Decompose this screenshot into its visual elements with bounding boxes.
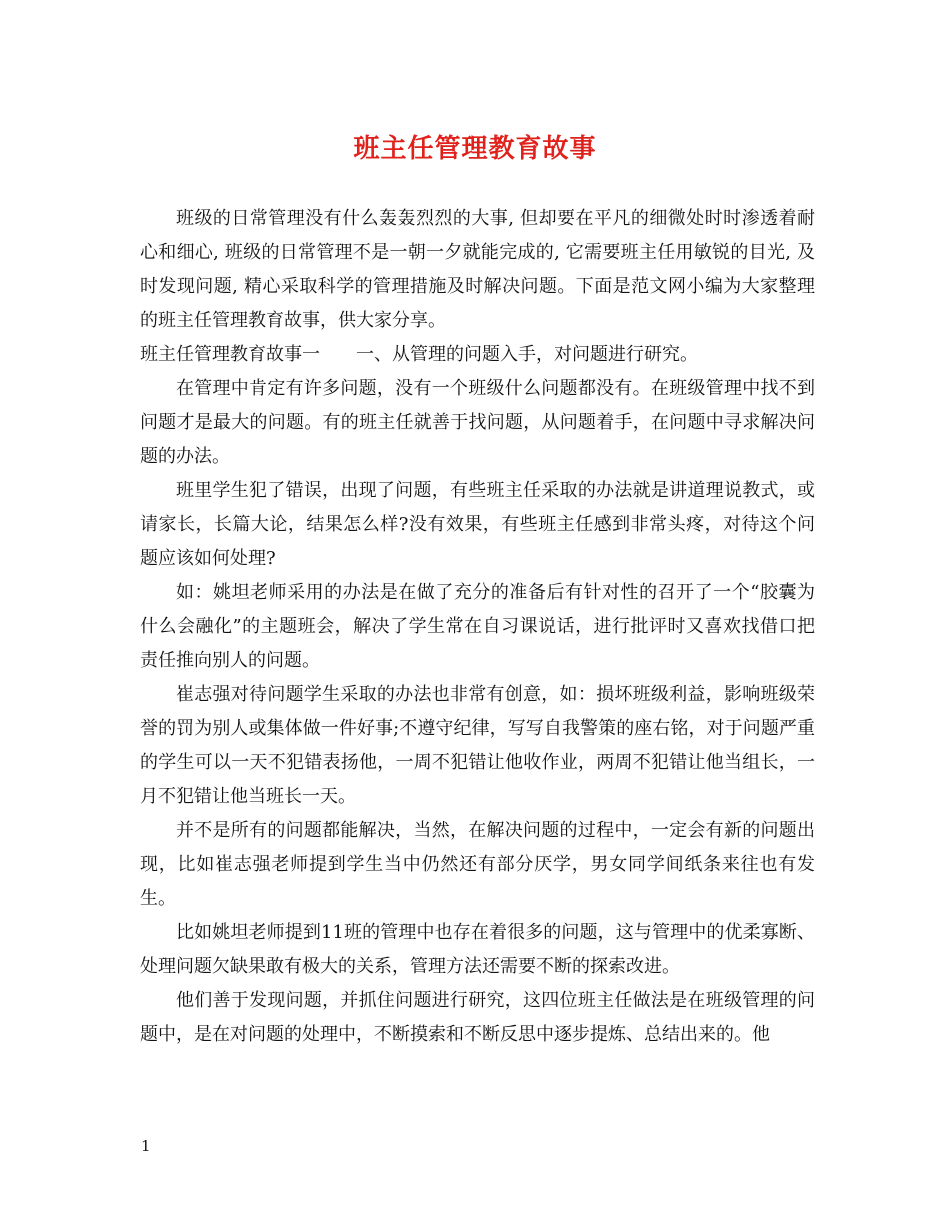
paragraph: 在管理中肯定有许多问题，没有一个班级什么问题都没有。在班级管理中找不到问题才是最大的问题。有的班主任就善于找问题，从问题着手，在问题中寻求解决问题的办法。 bbox=[140, 378, 815, 467]
page-number: 1 bbox=[141, 1137, 151, 1155]
paragraph: 比如姚坦老师提到11班的管理中也存在着很多的问题，这与管理中的优柔寡断、处理问题欠缺果敢有极大的关系，管理方法还需要不断的探索改进。 bbox=[140, 922, 815, 977]
document-body bbox=[140, 202, 815, 1052]
paragraph-intro: 班级的日常管理没有什么轰轰烈烈的大事, 但却要在平凡的细微处时时渗透着耐心和细心, 班级的日常管理不是一朝一夕就能完成的, 它需要班主任用敏锐的目光, 及时发现问题, 精心采取科学的管理措施及时解决问题。下面是范文网小编为大家整理的班主任管理教育故事，供大家分享。 bbox=[140, 208, 815, 331]
section-heading: 班主任管理教育故事一 一、从管理的问题入手，对问题进行研究。 bbox=[140, 344, 698, 365]
paragraph: 如：姚坦老师采用的办法是在做了充分的准备后有针对性的召开了一个“胶囊为什么会融化”的主题班会，解决了学生常在自习课说话，进行批评时又喜欢找借口把责任推向别人的问题。 bbox=[140, 582, 815, 671]
document-title: 班主任管理教育故事 bbox=[353, 134, 597, 164]
paragraph: 班里学生犯了错误，出现了问题，有些班主任采取的办法就是讲道理说教式，或请家长，长篇大论，结果怎么样?没有效果，有些班主任感到非常头疼，对待这个问题应该如何处理? bbox=[140, 480, 815, 569]
paragraph: 他们善于发现问题，并抓住问题进行研究，这四位班主任做法是在班级管理的问题中，是在对问题的处理中，不断摸索和不断反思中逐步提炼、总结出来的。他 bbox=[140, 990, 815, 1045]
paragraph: 并不是所有的问题都能解决，当然，在解决问题的过程中，一定会有新的问题出现，比如崔志强老师提到学生当中仍然还有部分厌学，男女同学间纸条来往也有发生。 bbox=[140, 820, 815, 909]
paragraph: 崔志强对待问题学生采取的办法也非常有创意，如：损坏班级利益，影响班级荣誉的罚为别人或集体做一件好事;不遵守纪律，写写自我警策的座右铭，对于问题严重的学生可以一天不犯错表扬他，一周不犯错让他收作业，两周不犯错让他当组长，一月不犯错让他当班长一天。 bbox=[140, 684, 815, 807]
